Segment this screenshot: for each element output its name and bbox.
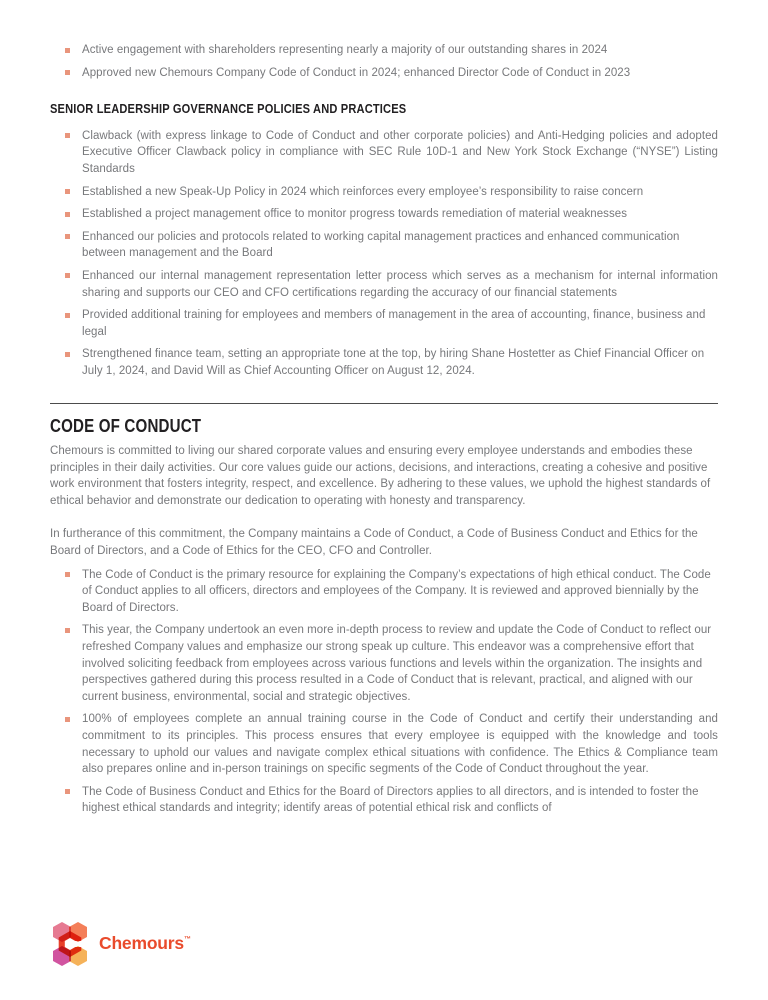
bullet-square-icon: [65, 48, 70, 53]
paragraph-spacer: [50, 516, 718, 526]
bullet-text: The Code of Business Conduct and Ethics for the Board of Directors applies to all directors, and is intended to foster the highest ethical standards and integrity; identify areas of potential ethical risk and conflicts of: [82, 785, 699, 815]
bullet-square-icon: [65, 133, 70, 138]
bullet-square-icon: [65, 313, 70, 318]
bullet-square-icon: [65, 717, 70, 722]
list-item: [50, 229, 718, 262]
intro-bullet-list: [50, 42, 718, 81]
bullet-square-icon: [65, 572, 70, 577]
section-heading-code-of-conduct: CODE OF CONDUCT: [50, 415, 202, 436]
bullet-text: 100% of employees complete an annual training course in the Code of Conduct and certify their understanding and commitment to its principles. This process ensures that every employee is equipped with the knowledge and tools necessary to uphold our values and navigate complex ethical situations with confidence. The Ethics & Compliance team also prepares online and in-person trainings on specific segments of the Code of Conduct throughout the year.: [82, 713, 718, 776]
bullet-text: Approved new Chemours Company Code of Conduct in 2024; enhanced Director Code of Conduct in 2023: [82, 66, 631, 79]
chemours-wordmark: Chemours: [99, 932, 184, 953]
list-item: [50, 711, 718, 777]
bullet-text: This year, the Company undertook an even more in-depth process to review and update the Code of Conduct to reflect our refreshed Company values and emphasize our strong speak up culture. This endeavor was a comprehensive effort that involved soliciting feedback from employees across various functions and levels within the organization. The insights and perspectives gathered during this process resulted in a Code of Conduct that is relevant, practical, and aligned with our current business, environmental, social and strategic objectives.: [82, 624, 712, 703]
bullet-square-icon: [65, 273, 70, 278]
list-item: [50, 128, 718, 178]
paragraph: Chemours is committed to living our shared corporate values and ensuring every employee understands and embodies these principles in their daily activities. Our core values guide our actions, decisions, and interactions, creating a cohesive and positive work environment that fosters integrity, respect, and excellence. By adhering to these values, we uphold the highest standards of ethical behavior and demonstrate our dedication to operating with honesty and transparency.: [50, 445, 711, 507]
bullet-text: Established a new Speak-Up Policy in 2024 which reinforces every employee’s responsibility to raise concern: [82, 185, 644, 198]
bullet-text: Enhanced our policies and protocols related to working capital management practices and enhanced communication between management and the Board: [82, 230, 680, 260]
bullet-square-icon: [65, 789, 70, 794]
list-item: [50, 42, 718, 59]
bullet-text: Provided additional training for employees and members of management in the area of accounting, finance, business and legal: [82, 309, 706, 338]
bullet-text: Strengthened finance team, setting an appropriate tone at the top, by hiring Shane Hostetter as Chief Financial Officer on July 1, 2024, and David Will as Chief Accounting Officer on August 12, 2024.: [82, 348, 705, 377]
bullet-text: Active engagement with shareholders representing nearly a majority of our outstanding shares in 2024: [82, 44, 608, 56]
list-item: [50, 307, 718, 340]
list-item: [50, 346, 718, 379]
bullet-text: Established a project management office to monitor progress towards remediation of material weaknesses: [82, 208, 628, 221]
senior-leadership-bullet-list: [50, 128, 718, 380]
chemours-logo-icon: [50, 921, 90, 967]
section-divider: [50, 403, 718, 404]
bullet-square-icon: [65, 189, 70, 194]
bullet-square-icon: [65, 212, 70, 217]
chemours-logo: [50, 921, 191, 967]
list-item: [50, 567, 718, 617]
bullet-square-icon: [65, 234, 70, 239]
bullet-square-icon: [65, 628, 70, 633]
list-item: [50, 206, 718, 223]
section-heading-senior-leadership: SENIOR LEADERSHIP GOVERNANCE POLICIES AND PRACTICES: [50, 101, 407, 117]
list-item: [50, 622, 718, 705]
list-item: [50, 268, 718, 301]
paragraph: In furtherance of this commitment, the Company maintains a Code of Conduct, a Code of Business Conduct and Ethics for the Board of Directors, and a Code of Ethics for the CEO, CFO and Controller.: [50, 528, 698, 558]
bullet-text: The Code of Conduct is the primary resource for explaining the Company’s expectations of high ethical conduct. The Code of Conduct applies to all officers, directors and employees of the Company. It is reviewed and approved biennially by the Board of Directors.: [82, 568, 711, 614]
bullet-text: Enhanced our internal management representation letter process which serves as a mechanism for internal information sharing and supports our CEO and CFO certifications regarding the accuracy of our financial statements: [82, 269, 718, 299]
bullet-text: Clawback (with express linkage to Code of Conduct and other corporate policies) and Anti-Hedging policies and adopted Executive Officer Clawback policy in compliance with SEC Rule 10D-1 and New York Stock Exchange (“NYSE”) Listing Standards: [82, 129, 718, 175]
code-of-conduct-bullet-list: [50, 567, 718, 817]
list-item: [50, 65, 718, 82]
list-item: [50, 184, 718, 201]
list-item: [50, 784, 718, 817]
bullet-square-icon: [65, 352, 70, 357]
trademark-symbol: ™: [183, 935, 191, 943]
bullet-square-icon: [65, 70, 70, 75]
